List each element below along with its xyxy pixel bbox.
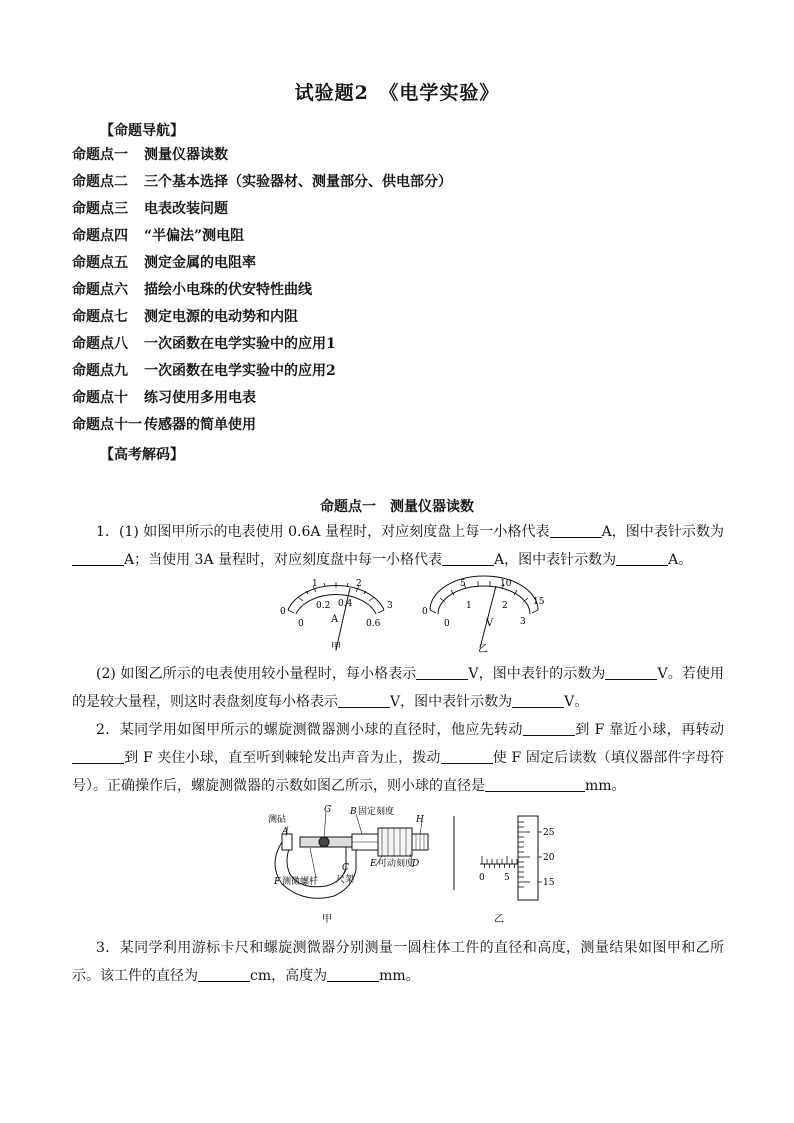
answer-blank[interactable] xyxy=(416,663,468,680)
topic-item xyxy=(72,333,452,360)
answer-blank[interactable] xyxy=(72,549,124,566)
micrometer-label-f: F xyxy=(274,877,281,887)
reading-caption: 乙 xyxy=(494,914,504,925)
ammeter-outer-tick-label: 3 xyxy=(387,601,393,611)
answer-blank[interactable] xyxy=(442,549,494,566)
section-heading: 命题点一 测量仪器读数 xyxy=(320,499,474,515)
topic-label: 命题点九 xyxy=(72,363,128,379)
answer-blank[interactable] xyxy=(72,747,124,764)
answer-blank[interactable] xyxy=(616,549,668,566)
answer-blank[interactable] xyxy=(550,521,602,538)
voltmeter-caption: 乙 xyxy=(478,644,488,655)
micrometer-fixed-scale-text: 固定刻度 xyxy=(358,807,395,817)
voltmeter-needle xyxy=(480,586,496,648)
topic-label: 命题点十 xyxy=(72,390,128,406)
ammeter-unit-label: A xyxy=(331,614,339,625)
answer-blank[interactable] xyxy=(523,719,575,736)
answer-blank[interactable] xyxy=(441,747,493,764)
topic-label: 命题点十一 xyxy=(72,417,142,433)
question-1-part-1: 1．(1) 如图甲所示的电表使用 0.6A 量程时，对应刻度盘上每一小格代表 A，图中表针示数为A；当使用 3A 量程时，对应刻度盘中每一小格代表 A，图中表针示数为 A。 xyxy=(72,518,724,574)
ammeter-inner-tick-label: 0.4 xyxy=(338,599,353,609)
ammeter-outer-tick-label: 1 xyxy=(312,579,318,589)
topic-text: 描绘小电珠的伏安特性曲线 xyxy=(144,282,312,298)
topic-item xyxy=(72,252,452,279)
micrometer-thimble xyxy=(378,828,412,856)
micrometer-label-h: H xyxy=(416,815,424,825)
topic-item xyxy=(72,306,452,333)
voltmeter-inner-arc xyxy=(438,586,530,614)
ammeter-dial-figure xyxy=(276,574,396,656)
topic-text: “半偏法”测电阻 xyxy=(144,228,245,244)
topic-list xyxy=(72,144,452,441)
reading-thimble-label: 25 xyxy=(543,828,555,838)
reading-thimble-label: 15 xyxy=(543,878,555,888)
answer-blank[interactable] xyxy=(327,965,379,982)
micrometer-figure xyxy=(264,804,440,926)
topic-label: 命题点一 xyxy=(72,147,128,163)
topic-item xyxy=(72,144,452,171)
answer-blank[interactable] xyxy=(605,663,657,680)
answer-blank[interactable] xyxy=(512,691,564,708)
page-title: 试验题2 《电学实验》 xyxy=(294,82,500,104)
micrometer-anvil-text: 测砧 xyxy=(268,815,287,825)
nav-heading: 【命题导航】 xyxy=(100,123,184,139)
voltmeter-outer-arc xyxy=(430,576,538,610)
topic-item xyxy=(72,171,452,198)
answer-blank[interactable] xyxy=(198,965,250,982)
micrometer-movable-scale-text: 可动刻度 xyxy=(378,859,415,869)
answer-blank[interactable] xyxy=(338,691,390,708)
voltmeter-inner-tick-label: 2 xyxy=(502,601,508,611)
micrometer-label-c: C xyxy=(342,863,349,873)
topic-text: 三个基本选择（实验器材、测量部分、供电部分） xyxy=(144,174,452,190)
micrometer-label-g: G xyxy=(324,805,332,815)
reading-thimble-label: 20 xyxy=(543,853,555,863)
topic-text: 练习使用多用电表 xyxy=(144,390,256,406)
ammeter-inner-tick-label: 0.6 xyxy=(366,619,381,629)
ammeter-outer-tick-label: 0 xyxy=(280,607,286,617)
ammeter-outer-tick-label: 2 xyxy=(356,579,362,589)
topic-label: 命题点二 xyxy=(72,174,128,190)
micrometer-spindle-text: 测微螺杆 xyxy=(282,877,319,887)
voltmeter-inner-tick-label: 0 xyxy=(444,619,450,629)
voltmeter-outer-tick-label: 15 xyxy=(533,597,545,607)
micrometer-caption: 甲 xyxy=(322,914,332,925)
gaokao-heading: 【高考解码】 xyxy=(100,447,184,463)
topic-label: 命题点七 xyxy=(72,309,128,325)
topic-item xyxy=(72,279,452,306)
ammeter-inner-tick-label: 0.2 xyxy=(316,601,331,611)
question-3: 3．某同学利用游标卡尺和螺旋测微器分别测量一圆柱体工件的直径和高度，测量结果如图甲和乙所示。该工件的直径为 cm，高度为 mm。 xyxy=(72,940,724,984)
micrometer-label-a: A xyxy=(282,827,289,837)
voltmeter-inner-tick-label: 3 xyxy=(520,617,526,627)
micrometer-lock xyxy=(319,837,329,847)
topic-text: 测定金属的电阻率 xyxy=(144,255,256,271)
topic-label: 命题点五 xyxy=(72,255,128,271)
topic-text: 一次函数在电学实验中的应用1 xyxy=(144,336,336,352)
micrometer-label-b: B xyxy=(350,807,357,817)
topic-label: 命题点三 xyxy=(72,201,128,217)
voltmeter-dial-figure xyxy=(420,574,550,656)
question-1-part-2: (2) 如图乙所示的电表使用较小量程时，每小格表示 V，图中表针的示数为 V。若使用的是较大量程，则这时表盘刻度每小格表示 V，图中表针示数为 V。 xyxy=(72,660,724,716)
reading-sleeve-label: 5 xyxy=(504,873,510,883)
micrometer-label-d: D xyxy=(412,859,420,869)
topic-text: 电表改装问题 xyxy=(144,201,228,217)
ammeter-caption: 甲 xyxy=(331,642,341,653)
micrometer-reading-figure xyxy=(446,812,566,928)
reading-sleeve-label: 0 xyxy=(479,873,485,883)
topic-text: 一次函数在电学实验中的应用2 xyxy=(144,363,336,379)
answer-blank[interactable] xyxy=(485,775,585,792)
voltmeter-outer-tick-label: 5 xyxy=(460,579,466,589)
topic-item xyxy=(72,414,452,441)
ammeter-tick-marks xyxy=(288,582,384,613)
question-2: 2．某同学用如图甲所示的螺旋测微器测小球的直径时，他应先转动 到 F 靠近小球，再转动到 F 夹住小球，直至听到棘轮发出声音为止，拨动 使 F 固定后读数（填仪器部件字母符号）。正确操作后，螺旋测微器的示数如图乙所示，则小球的直径是 mm。 xyxy=(72,716,724,800)
topic-item xyxy=(72,387,452,414)
voltmeter-inner-tick-label: 1 xyxy=(466,601,472,611)
ammeter-inner-arc xyxy=(296,595,376,614)
voltmeter-outer-tick-label: 0 xyxy=(422,607,428,617)
topic-item xyxy=(72,198,452,225)
topic-text: 测量仪器读数 xyxy=(144,147,228,163)
voltmeter-outer-tick-label: 10 xyxy=(500,579,512,589)
topic-label: 命题点八 xyxy=(72,336,128,352)
topic-item xyxy=(72,225,452,252)
ammeter-inner-tick-label: 0 xyxy=(298,619,304,629)
topic-text: 测定电源的电动势和内阻 xyxy=(144,309,298,325)
reading-thimble xyxy=(518,816,538,900)
voltmeter-unit-label: V xyxy=(486,618,494,629)
micrometer-frame-text: 尺架 xyxy=(336,875,355,885)
micrometer-label-e: E xyxy=(370,859,377,869)
topic-label: 命题点四 xyxy=(72,228,128,244)
topic-text: 传感器的简单使用 xyxy=(144,417,256,433)
reading-sleeve-ticks xyxy=(482,856,517,868)
topic-label: 命题点六 xyxy=(72,282,128,298)
topic-item xyxy=(72,360,452,387)
